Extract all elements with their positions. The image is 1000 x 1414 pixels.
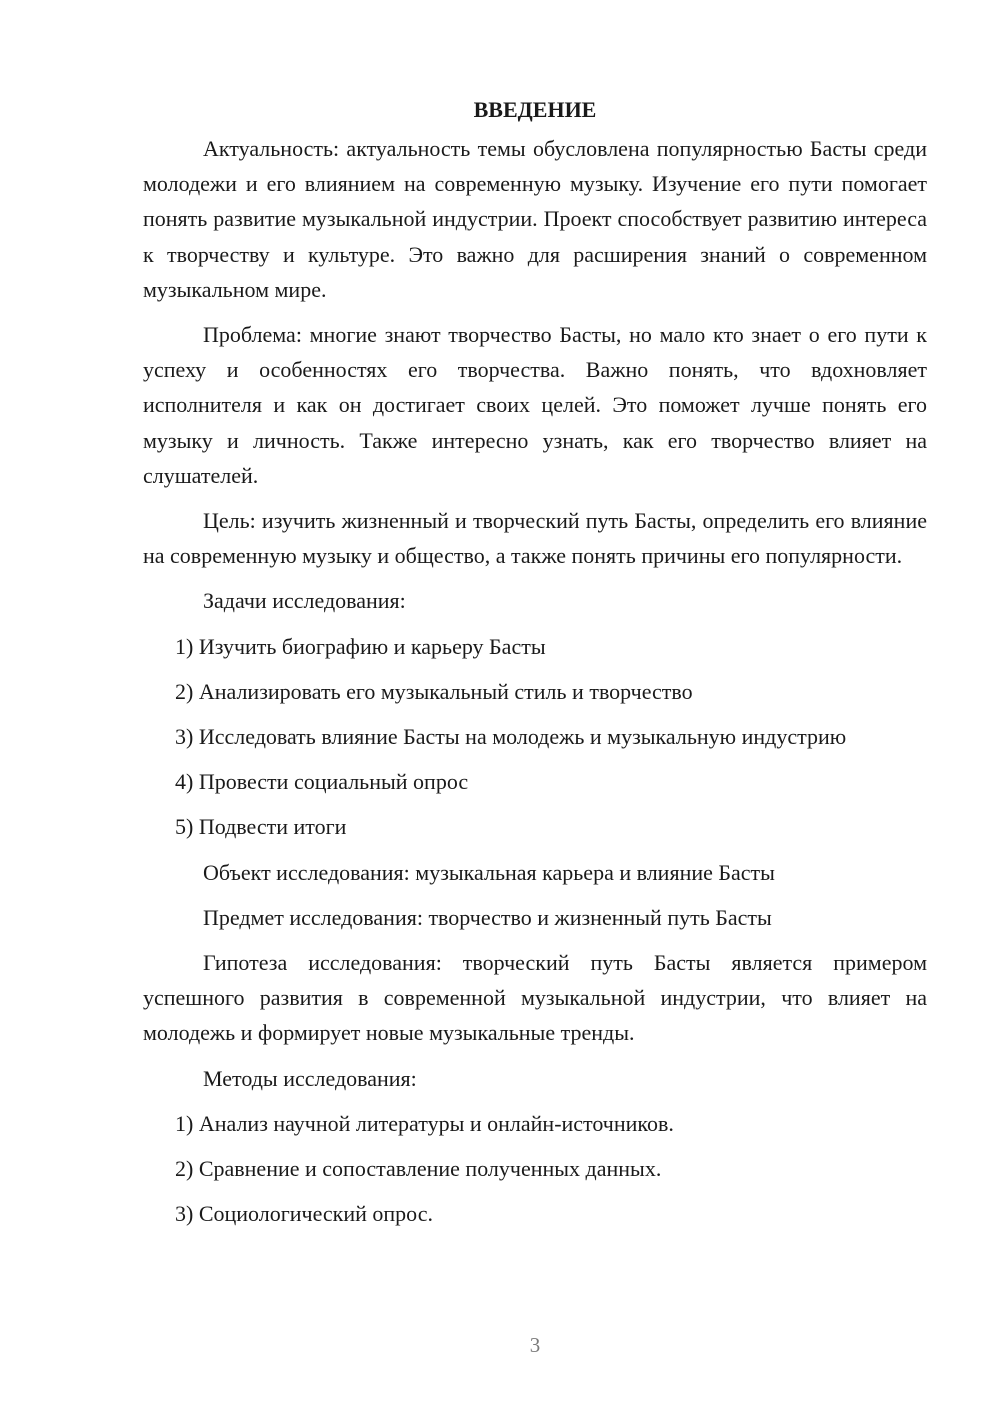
methods-title: Методы исследования:	[203, 1065, 417, 1091]
method-item-3: 3) Социологический опрос.	[175, 1201, 433, 1227]
section-heading: ВВЕДЕНИЕ	[473, 97, 597, 122]
relevance-paragraph: Актуальность: актуальность темы обусловлена популярностью Басты среди молодежи и его влиянием на современную музыку. Изучение его пути помогает понять развитие музыкальной индустрии. Проект способствует развитию интереса к творчеству и культуре. Это важно для расширения знаний о современном музыкальном мире.	[143, 136, 927, 302]
task-item-2: 2) Анализировать его музыкальный стиль и творчество	[175, 678, 693, 704]
task-item-1: 1) Изучить биографию и карьеру Басты	[175, 633, 546, 659]
page-number: 3	[529, 1333, 541, 1357]
object-line: Объект исследования: музыкальная карьера и влияние Басты	[203, 859, 775, 885]
hypothesis-paragraph: Гипотеза исследования: творческий путь Басты является примером успешного развития в современной музыкальной индустрии, что влияет на молодежь и формирует новые музыкальные тренды.	[143, 950, 927, 1046]
task-item-3: 3) Исследовать влияние Басты на молодежь и музыкальную индустрию	[175, 724, 847, 750]
document-page	[143, 92, 927, 1241]
subject-line: Предмет исследования: творчество и жизненный путь Басты	[203, 904, 772, 930]
tasks-title: Задачи исследования:	[203, 588, 406, 614]
goal-paragraph: Цель: изучить жизненный и творческий путь Басты, определить его влияние на современную музыку и общество, а также понять причины его популярности.	[143, 508, 927, 569]
task-item-4: 4) Провести социальный опрос	[175, 769, 469, 795]
method-item-1: 1) Анализ научной литературы и онлайн-источников.	[175, 1110, 674, 1136]
method-item-2: 2) Сравнение и сопоставление полученных данных.	[175, 1156, 662, 1182]
problem-paragraph: Проблема: многие знают творчество Басты, но мало кто знает о его пути к успеху и особенностях его творчества. Важно понять, что вдохновляет исполнителя и как он достигает своих целей. Это поможет лучше понять его музыку и личность. Также интересно узнать, как его творчество влияет на слушателей.	[143, 322, 927, 488]
task-item-5: 5) Подвести итоги	[175, 814, 347, 840]
